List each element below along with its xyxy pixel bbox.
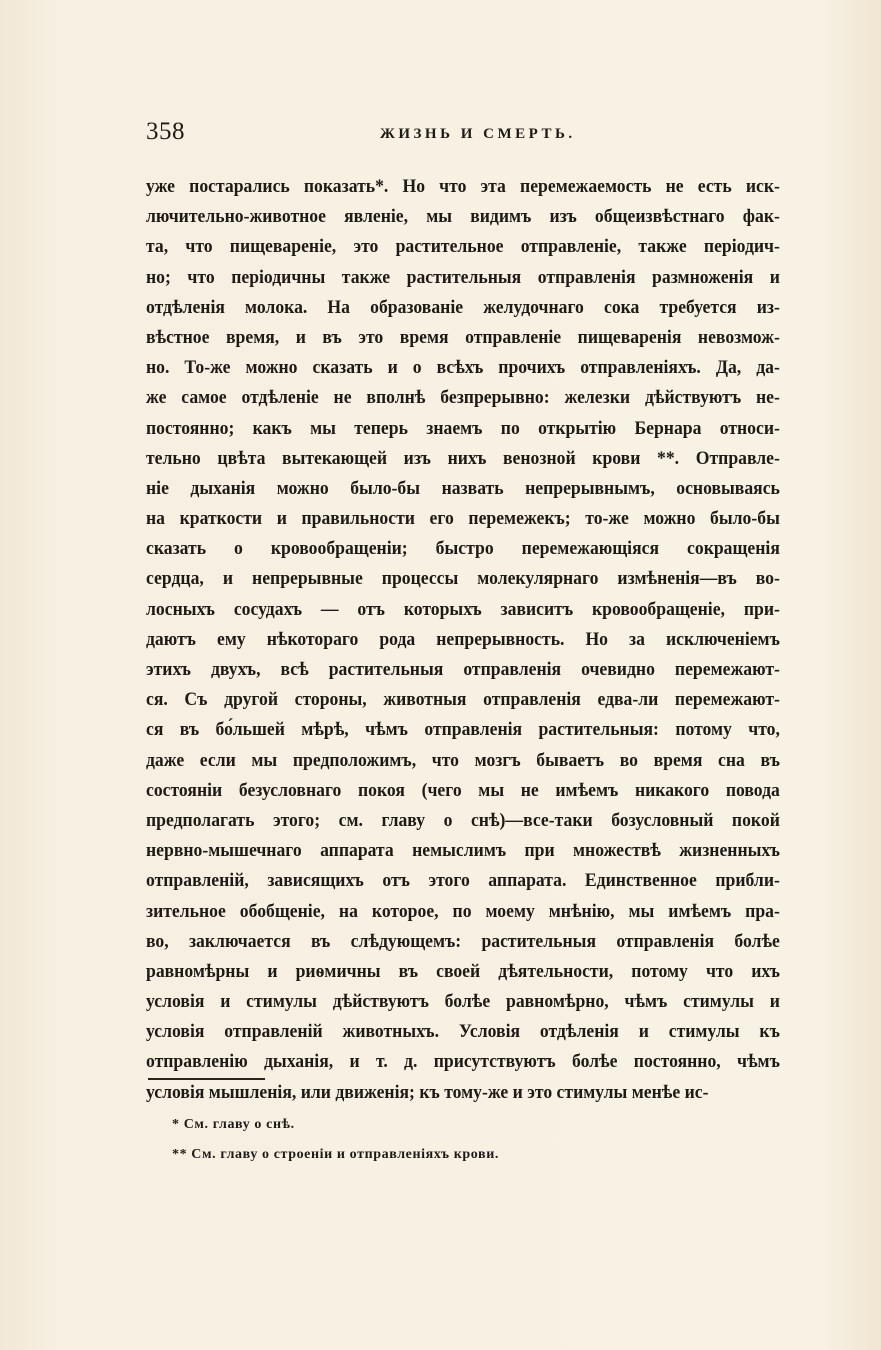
text-line: ніе дыханія можно было-бы назвать непрерывнымъ, основываясь [146, 477, 780, 499]
text-line: нервно-мышечнаго аппарата немыслимъ при множествѣ жизненныхъ [146, 840, 780, 862]
text-line: лючительно-животное явленіе, мы видимъ изъ общеизвѣстнаго фак- [146, 206, 780, 228]
running-head: ЖИЗНЬ И СМЕРТЬ. [380, 126, 576, 142]
text-line: состояніи безусловнаго покоя (чего мы не имѣемъ никакого повода [146, 779, 780, 801]
text-line: условія и стимулы дѣйствуютъ болѣе равномѣрно, чѣмъ стимулы и [146, 991, 780, 1013]
text-line: но. То-же можно сказать и о всѣхъ прочихъ отправленіяхъ. Да, да- [146, 357, 780, 379]
text-line: сердца, и непрерывные процессы молекулярнаго измѣненія—въ во- [146, 568, 780, 590]
text-line: отправленій, зависящихъ отъ этого аппарата. Единственное прибли- [146, 870, 780, 892]
page-header [146, 118, 796, 154]
text-line: даютъ ему нѣкотораго рода непрерывность. Но за исключеніемъ [146, 628, 780, 650]
text-line: ся въ бо́льшей мѣрѣ, чѣмъ отправленія растительныя: потому что, [146, 719, 780, 741]
text-line: тельно цвѣта вытекающей изъ нихъ венозной крови **. Отправле- [146, 447, 780, 469]
footnotes [172, 1110, 499, 1170]
text-line: равномѣрны и риѳмичны въ своей дѣятельности, потому что ихъ [146, 960, 780, 982]
text-line: уже постарались показать*. Но что эта перемежаемость не есть иск- [146, 176, 780, 197]
text-line: же самое отдѣленіе не вполнѣ безпрерывно: железки дѣйствуютъ не- [146, 387, 780, 409]
text-line: постоянно; какъ мы теперь знаемъ по открытію Бернара относи- [146, 417, 780, 439]
text-line: условія мышленія, или движенія; къ тому-же и это стимулы менѣе ис- [146, 1081, 709, 1103]
text-line: на краткости и правильности его перемежекъ; то-же можно было-бы [146, 508, 780, 530]
text-line: сказать о кровообращеніи; быстро перемежающіяся сокращенія [146, 538, 780, 560]
text-line: условія отправленій животныхъ. Условія отдѣленія и стимулы къ [146, 1021, 780, 1043]
text-line: лосныхъ сосудахъ — отъ которыхъ зависитъ кровообращеніе, при- [146, 598, 780, 620]
text-line: во, заключается въ слѣдующемъ: растительныя отправленія болѣе [146, 930, 780, 952]
text-line: вѣстное время, и въ это время отправленіе пищеваренія невозмож- [146, 326, 780, 348]
text-line: этихъ двухъ, всѣ растительныя отправленія очевидно перемежают- [146, 659, 780, 680]
text-line: отправленію дыханія, и т. д. присутствуютъ болѣе постоянно, чѣмъ [146, 1051, 780, 1073]
text-line: зительное обобщеніе, на которое, по моему мнѣнію, мы имѣемъ пра- [146, 900, 780, 922]
text-line: но; что періодичны также растительныя отправленія размноженія и [146, 266, 780, 288]
page-number: 358 [146, 118, 185, 145]
text-line: ся. Съ другой стороны, животныя отправленія едва-ли перемежают- [146, 689, 780, 711]
body-text [146, 172, 780, 1108]
footnote: ** См. главу о строеніи и отправленіяхъ крови. [172, 1147, 499, 1162]
text-line: предполагать этого; см. главу о снѣ)—все-таки бозусловный покой [146, 809, 780, 831]
text-line: та, что пищевареніе, это растительное отправленіе, также періодич- [146, 236, 780, 258]
text-line: даже если мы предположимъ, что мозгъ бываетъ во время сна въ [146, 749, 780, 771]
footnote-rule [148, 1078, 265, 1080]
text-line: отдѣленія молока. На образованіе желудочнаго сока требуется из- [146, 296, 780, 318]
footnote: * См. главу о снѣ. [172, 1117, 295, 1132]
